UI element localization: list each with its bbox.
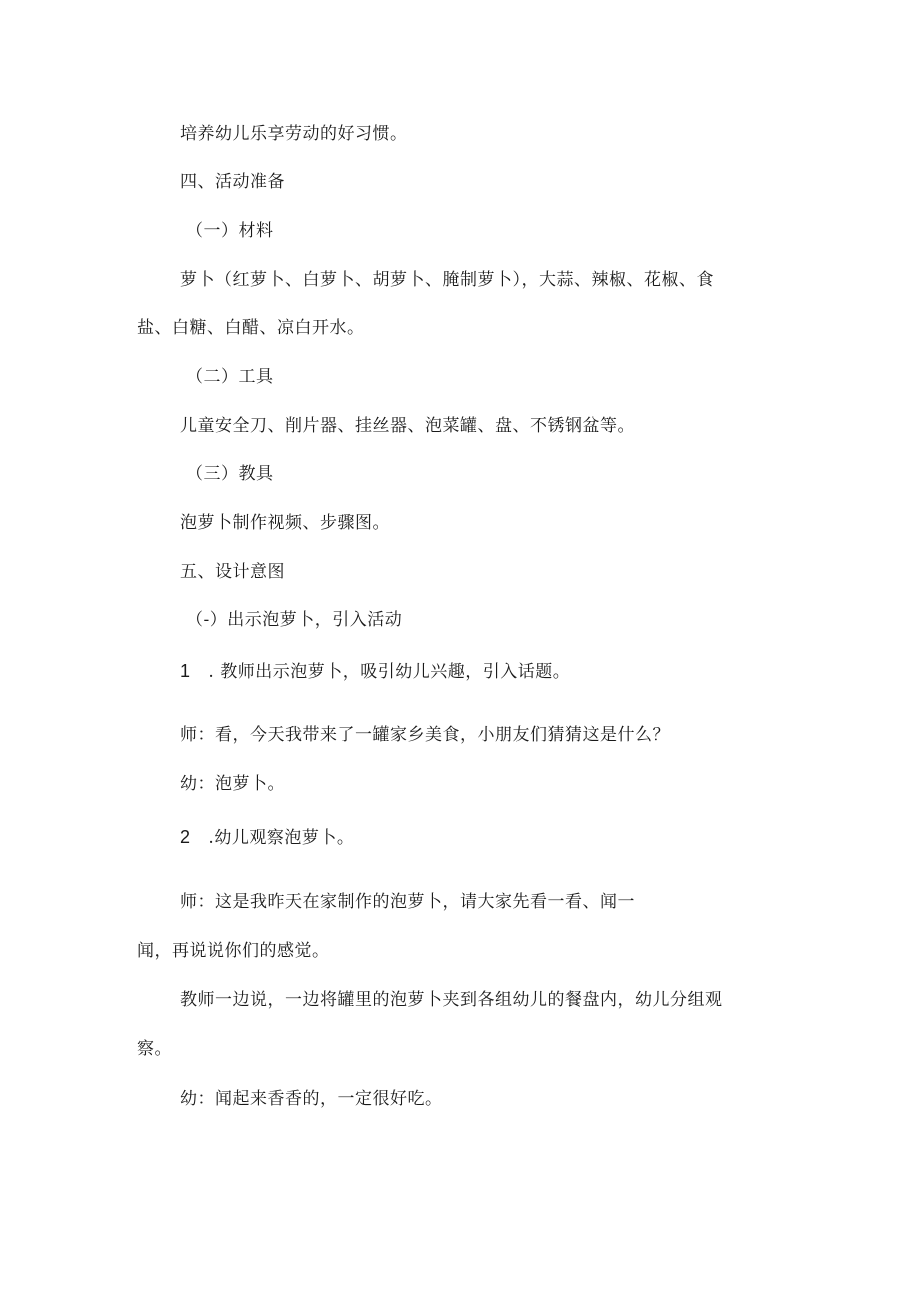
subheading-tools: （二）工具 (186, 367, 274, 387)
dialogue-child-1: 幼：泡萝卜。 (180, 774, 285, 794)
paragraph-teacher-action-line1: 教师一边说，一边将罐里的泡萝卜夹到各组幼儿的餐盘内，幼儿分组观 (180, 990, 723, 1010)
list-item-1 (180, 659, 570, 684)
paragraph-teaching-aids: 泡萝卜制作视频、步骤图。 (180, 513, 390, 533)
paragraph-teacher-action-line2: 察。 (137, 1039, 172, 1059)
list-text-1: . 教师出示泡萝卜，吸引幼儿兴趣，引入话题。 (208, 662, 571, 682)
paragraph-tools: 儿童安全刀、削片器、挂丝器、泡菜罐、盘、不锈钢盆等。 (180, 416, 635, 436)
list-number-1: 1 (180, 661, 191, 681)
paragraph-materials-line2: 盐、白糖、白醋、凉白开水。 (137, 318, 365, 338)
paragraph-materials-line1: 萝卜（红萝卜、白萝卜、胡萝卜、腌制萝卜），大蒜、辣椒、花椒、食 (180, 270, 714, 290)
subheading-introduce-activity: （-）出示泡萝卜，引入活动 (186, 610, 403, 630)
list-number-2: 2 (180, 827, 191, 847)
dialogue-teacher-1: 师：看，今天我带来了一罐家乡美食，小朋友们猜猜这是什么？ (180, 725, 670, 745)
list-item-2 (180, 825, 354, 850)
subheading-teaching-aids: （三）教具 (186, 464, 274, 484)
subheading-materials: （一）材料 (186, 221, 274, 241)
list-text-2: .幼儿观察泡萝卜。 (208, 828, 355, 848)
paragraph-goal: 培养幼儿乐享劳动的好习惯。 (180, 124, 408, 144)
dialogue-teacher-2-line1: 师：这是我昨天在家制作的泡萝卜，请大家先看一看、闻一 (180, 892, 635, 912)
dialogue-teacher-2-line2: 闻，再说说你们的感觉。 (137, 941, 330, 961)
heading-design-intent: 五、设计意图 (180, 562, 285, 582)
dialogue-child-2: 幼：闻起来香香的，一定很好吃。 (180, 1089, 443, 1109)
heading-activity-preparation: 四、活动准备 (180, 172, 285, 192)
